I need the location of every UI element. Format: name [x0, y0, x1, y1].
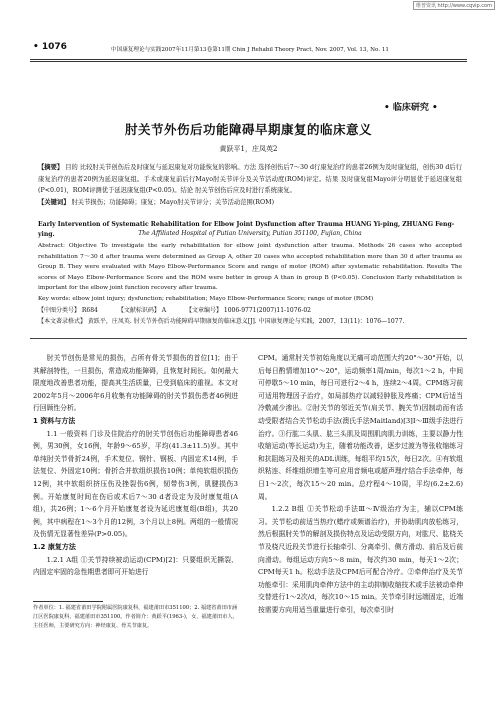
footnote: 作者单位：1. 福建省莆田学院附属医院康复科，福建莆田市351100；2. 福建省莆田市涵江区医院康复科，福建莆田市351100。作者简介：黄跃平(1963-)，女，福建莆田市人，主任医师，主要研究方向：神经康复、骨关节康复。: [33, 605, 238, 630]
source-stamp: 维普资讯 http://www.cqvip.com: [413, 1, 495, 10]
class-number: 【中图分类号】 R684: [38, 307, 98, 314]
abstract-label: 【摘要】: [38, 164, 64, 171]
left-column: [33, 352, 238, 579]
meta-codes: [38, 305, 462, 316]
abstract-en-text: Abstract: Objective To investigate the early rehabilitation for elbow joint dysfunction after trauma. Methods 26 cases who accepted rehabilitation 7～30 d after trauma were determined as Group A, other 20 cases who accepted rehabilitation more than 30 d after trauma as Group B. They were evaluated with Mayo Elbow-Performance Score and range of motor (ROM) after systematic rehabilitation. Results The scores of Mayo Elbow-Performance Score and the ROM were better in group A than in group B (P<0.05). Conclusion Early rehabilitation is important for the elbow joint function recovery after trauma.: [38, 243, 462, 291]
section-heading-materials: 1 资料与方法: [33, 416, 76, 425]
intro-paragraph: 肘关节创伤是常见的损伤，占所有骨关节损伤的首位[1]；由于其解剖特性，一旦损伤，常造成功能障碍，且恢复时间长。如何最大限度地改善患者功能，提高其生活质量，已受到临床的重视。本文对2002年5月～2006年6月收集有功能障碍的肘关节损伤患者46例进行回顾性分析。: [33, 354, 238, 413]
citation-format: 【本文著录格式】 黄跃平，庄凤英. 肘关节外伤后功能障碍早期康复的临床意义[J]. 中国康复理论与实践，2007，13(11)：1076—1077.: [38, 318, 405, 325]
keywords-en: Key words: elbow joint injury; dysfunction; rehabilitation; Mayo Elbow-Performance Score; range of motor (ROM): [38, 295, 374, 302]
abstract-cn-block: [38, 162, 462, 197]
article-number: 【文章编号】 1006-9771(2007)11-1076-02: [185, 307, 312, 314]
article-meta: [38, 305, 462, 327]
column-label: • 临床研究 •: [384, 100, 438, 113]
general-data-paragraph: 1.1 一般资料 门诊及住院治疗的肘关节创伤后功能障碍患者46例，男30例，女16例，年龄9～65岁，平均(41.3±11.5)岁。其中单纯肘关节骨折24例，手术复位、钢针、钢板、内固定术14例，手法复位、外固定10例；骨折合并软组织损伤10例；单纯软组织损伤12例，其中软组织挤压伤及挫裂伤6例，韧带伤3例，肌腱损伤3例。开始康复时间在伤后或术后7～30 d者设定为及时康复组(A组)，共26例；1～6个月开始康复者设为延迟康复组(B组)，共20例，其中病程在1～3个月的12例，3个月以上8例。两组的一般情况及伤情无显著性差异(P>0.05)。: [33, 429, 238, 539]
body-rule: [30, 338, 467, 339]
footnote-rule: [33, 601, 103, 602]
cpm-paragraph: CPM。通常肘关节初始角度以无痛可动范围大约20°～30°开始，以后每日酌情增加10°～20°，运动频率1周/min，每次1～2 h，中间可停歇5～10 min，每日可进行2～4 h，连续2～4周。CPM练习前可适用物理因子治疗，如局部热疗以减轻肿胀及疼痛；CPM后适当冷敷减少渗出。②肘关节的邻近关节(肩关节、腕关节)因制动而有活动受限者结合关节松动手法(澳氏手法Maitland)[3]Ⅰ～Ⅲ级手法进行治疗。③行肱二头肌、肱三头肌及周围肌肉肌力训练，主要以静力性收缩运动(等长运动)为主，随着功能改善，逐步过渡为等张收缩练习和抗阻练习及相关的ADL训练，每组平均15次，每日2次。④有软组织粘连、纤维组织增生等可应用音频电或超声理疗结合手法牵伸，每日1～2次，每次15～20 min。总疗程4～10周，平均(6.2±2.6)周。: [258, 354, 463, 501]
keywords-label: 【关键词】: [38, 198, 70, 206]
header-rule: [30, 59, 467, 60]
page-number: • 1076: [33, 42, 67, 52]
keywords-text: 肘关节损伤；功能障碍；康复；Mayo肘关节评分；关节活动范围(ROM): [71, 198, 275, 206]
running-head: 中国康复理论与实践2007年11月第13卷第11期 Chin J Rehabil Theory Pract, Nov. 2007, Vol. 13, No. 11: [111, 47, 389, 53]
group-b-paragraph: 1.2.2 B组 ①关节松动手法Ⅲ～Ⅳ级治疗为主，辅以CPM练习。关节松动前适当热疗(蜡疗或频谱治疗)，并协助肌肉放松练习，然后根据肘关节的解剖及损伤特点及运动受限方向，对肱尺、肱桡关节及桡尺近段关节进行长轴牵引、分离牵引、侧方滑动、前后及后前向滑动。每组运动方向5～8 min，每次约30 min，每天1～2次；CPM每天1 h。松动手法及CPM后可配合冷疗。②牵伸治疗及关节功能牵引：采用肌肉牵伸方法中的主动抑制收缩技术或手法被动牵伸交替进行1～2次/d，每次10～15 min。关节牵引时远端固定，近端按需要方向用适当重量进行牵引，每次牵引时: [258, 505, 463, 614]
header-rule-2: [30, 61, 467, 62]
article-title: 肘关节外伤后功能障碍早期康复的临床意义: [124, 122, 372, 137]
document-code: 【文献标识码】 A: [117, 307, 167, 314]
english-affiliation: The Affiliated Hospital of Putian University, Putian 351100, Fujian, China: [138, 230, 362, 237]
right-column: [258, 352, 463, 616]
group-a-paragraph: 1.2.1 A组 ①关节持续被动运动(CPM)[2]：只要组织无撕裂、内固定牢固的急性期患者即可开始进行: [33, 555, 238, 577]
english-title: Early Intervention of Systematic Rehabilitation for Elbow Joint Dysfunction after Trauma HUANG Yi-ping, ZHUANG Feng-ying.: [38, 221, 455, 238]
keywords-cn-block: [38, 197, 462, 209]
section-heading-methods: 1.2 康复方法: [33, 542, 76, 551]
abstract-en: [38, 241, 462, 304]
abstract-cn: [38, 162, 462, 208]
authors: 黄跃平1，庄凤英2: [219, 145, 278, 153]
abstract-text: 目的 比较肘关节创伤后及时康复与延迟康复对功能恢复的影响。方法 选择创伤后7～30 d行康复治疗的患者26例为及时康复组，创伤30 d后行康复治疗的患者20例为延迟康复组。手术或康复前后行Mayo肘关节评分及关节活动度(ROM)评定。结果 及时康复组Mayo评分明显优于延迟康复组(P<0.01)，ROM评测优于延迟康复组(P<0.05)。结论 肘关节创伤后应及时进行系统康复。: [38, 164, 462, 195]
